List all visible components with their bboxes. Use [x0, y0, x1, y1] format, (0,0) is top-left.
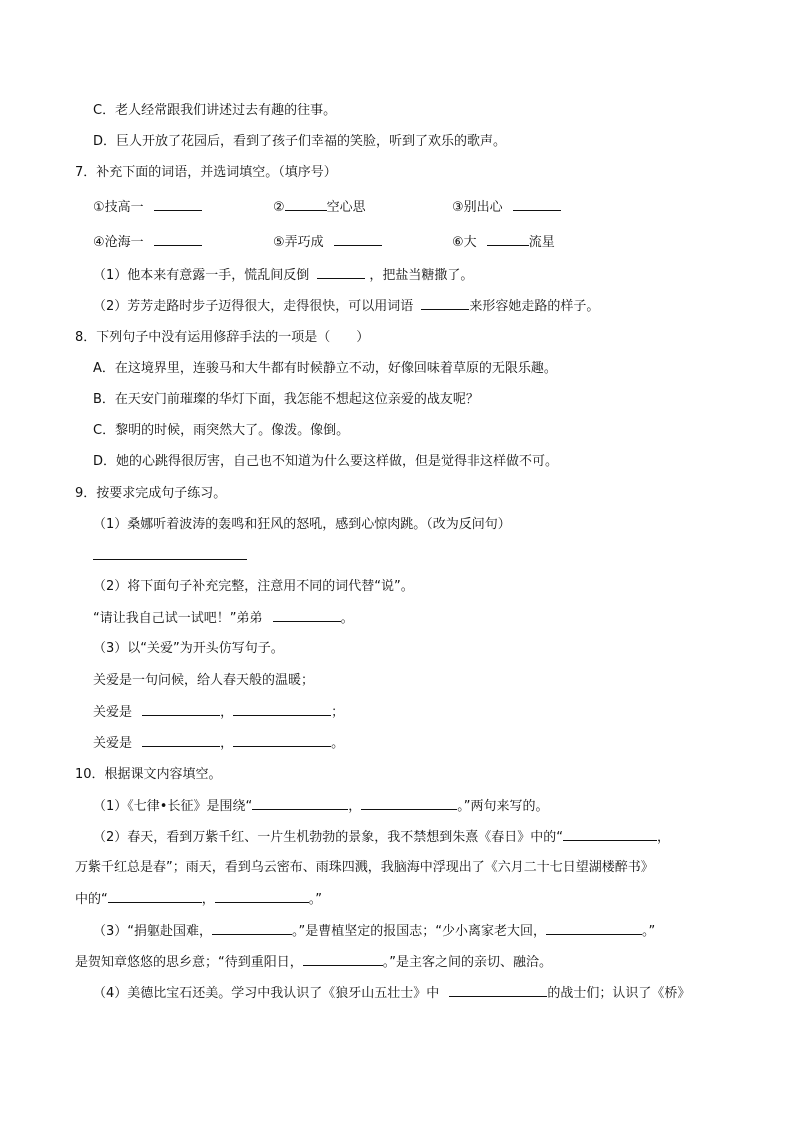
q10-sub1-text-c: 。”两句来写的。	[457, 799, 549, 814]
q9-sub2-period: 。	[340, 611, 354, 626]
vocab-1	[93, 198, 202, 217]
q10-sub3-text-d: 是贺知章悠悠的思乡意；“待到重阳日，	[75, 955, 303, 970]
q9-sub3-line2-blank2[interactable]	[233, 734, 331, 747]
q7-sub2-text-b: 来形容她走路的样子。	[469, 299, 600, 314]
vocab-2-blank[interactable]	[285, 198, 327, 211]
q10-sub2-close: 。”	[308, 892, 323, 907]
q8-title: 8．下列句子中没有运用修辞手法的一项是（ ）	[75, 330, 370, 345]
q9-sub3-line1-blank2[interactable]	[233, 703, 331, 716]
vocab-2-suffix: 空心思	[326, 200, 366, 215]
q9-sub3-line2	[93, 734, 344, 753]
q10-sub2-blank1[interactable]	[563, 828, 657, 841]
q10-sub2-blank2[interactable]	[108, 890, 202, 903]
q10-sub2-line1	[93, 828, 670, 847]
vocab-6-blank[interactable]	[487, 233, 529, 246]
q10-sub4-text-b: 的战士们；认识了《桥》	[547, 986, 691, 1001]
vocab-4-blank[interactable]	[154, 233, 202, 246]
q10-sub2-line2: 万紫千红总是春”；雨天，看到乌云密布、雨珠四溅，我脑海中浮现出了《六月二十七日望湖楼醉书》	[75, 860, 654, 875]
vocab-6-suffix: 流星	[528, 235, 555, 250]
q10-sub4-text-a: （4）美德比宝石还美。学习中我认识了《狼牙山五壮士》中	[93, 986, 440, 1001]
vocab-2	[273, 198, 366, 217]
vocab-4-text: ④沧海一	[93, 235, 144, 250]
q9-sub2-sentence	[93, 609, 354, 628]
q7-title: 7．补充下面的词语，并选词填空。（填序号）	[75, 165, 337, 180]
q9-sub3-line1-text: 关爱是	[93, 705, 133, 720]
q10-sub1	[93, 797, 548, 816]
q10-sub1-text-a: （1）《七律•长征》是围绕“	[93, 799, 253, 814]
vocab-4	[93, 233, 202, 252]
q10-sub1-blank1[interactable]	[252, 797, 348, 810]
q9-sub2: （2）将下面句子补充完整，注意用不同的词代替“说”。	[93, 579, 414, 594]
q10-sub4-blank[interactable]	[449, 984, 547, 997]
q9-sub1: （1）桑娜听着波涛的轰鸣和狂风的怒吼，感到心惊肉跳。（改为反问句）	[93, 517, 511, 532]
q9-sub3: （3）以“关爱”为开头仿写句子。	[93, 641, 284, 656]
vocab-5-blank[interactable]	[334, 233, 382, 246]
q10-sub3-blank2[interactable]	[546, 922, 642, 935]
q9-sub3-line2-blank1[interactable]	[142, 734, 220, 747]
q8-option-d: D．她的心跳得很厉害，自己也不知道为什么要这样做，但是觉得非这样做不可。	[93, 454, 559, 469]
vocab-6	[452, 233, 555, 252]
vocab-1-text: ①技高一	[93, 200, 144, 215]
q10-sub3-text-a: （3）“捐躯赴国难，	[93, 924, 213, 939]
q10-sub2-text-a: （2）春天，看到万紫千红、一片生机勃勃的景象，我不禁想到朱熹《春日》中的“	[93, 830, 564, 845]
vocab-5	[273, 233, 382, 252]
q10-sub1-comma: ，	[348, 799, 362, 814]
vocab-3-blank[interactable]	[513, 198, 561, 211]
q6-option-d: D．巨人开放了花园后，看到了孩子们幸福的笑脸，听到了欢乐的歌声。	[93, 134, 507, 149]
q10-sub3-text-e: 。”是主客之间的亲切、融洽。	[382, 955, 552, 970]
q7-sub1	[93, 266, 473, 285]
q9-sub3-line2-period: 。	[331, 736, 345, 751]
q10-sub3-blank1[interactable]	[212, 922, 292, 935]
q10-sub3-text-b: 。”是曹植坚定的报国志；“少小离家老大回，	[292, 924, 546, 939]
q7-sub1-text-a: （1）他本来有意露一手，慌乱间反倒	[93, 268, 310, 283]
q7-sub1-text-b: ，把盐当糖撒了。	[369, 268, 474, 283]
vocab-6-prefix: ⑥大	[452, 235, 477, 250]
q10-title: 10．根据课文内容填空。	[75, 767, 222, 782]
q10-sub2-blank3[interactable]	[215, 890, 309, 903]
q8-option-c: C．黎明的时候，雨突然大了。像泼。像倒。	[93, 423, 350, 438]
q7-sub1-blank[interactable]	[317, 266, 365, 279]
q7-sub2-blank[interactable]	[421, 297, 469, 310]
q10-sub2-comma2: ，	[201, 892, 215, 907]
q7-sub2	[93, 297, 599, 316]
q9-sub1-answer-line[interactable]	[93, 547, 247, 566]
vocab-1-blank[interactable]	[154, 198, 202, 211]
q10-sub4	[93, 984, 690, 1003]
q9-sub2-sentence-text: “请让我自己试一试吧！”弟弟	[93, 611, 263, 626]
vocab-3	[452, 198, 561, 217]
vocab-5-text: ⑤弄巧成	[273, 235, 324, 250]
vocab-2-prefix: ②	[273, 200, 285, 215]
q7-sub2-text-a: （2）芳芳走路时步子迈得很大，走得很快，可以用词语	[93, 299, 414, 314]
q9-sub2-blank[interactable]	[273, 609, 341, 622]
q8-option-a: A．在这境界里，连骏马和大牛都有时候静立不动，好像回味着草原的无限乐趣。	[93, 361, 557, 376]
q9-sub1-blank[interactable]	[93, 547, 247, 560]
q9-sub3-line1	[93, 703, 344, 722]
q9-sub3-line1-semicolon: ；	[331, 705, 345, 720]
q9-title: 9．按要求完成句子练习。	[75, 486, 227, 501]
q10-sub3-line1	[93, 922, 655, 941]
q9-sub3-line1-comma: ，	[220, 705, 234, 720]
q8-option-b: B．在天安门前璀璨的华灯下面，我怎能不想起这位亲爱的战友呢？	[93, 392, 479, 407]
q10-sub2-text-d: 中的“	[75, 892, 108, 907]
q10-sub1-blank2[interactable]	[361, 797, 457, 810]
q9-sub3-example: 关爱是一句问候，给人春天般的温暖；	[93, 673, 315, 688]
q10-sub3-blank3[interactable]	[303, 953, 383, 966]
q9-sub3-line2-comma: ，	[220, 736, 234, 751]
q10-sub2-comma: ，	[657, 830, 671, 845]
q10-sub3-close: 。”	[642, 924, 656, 939]
q9-sub3-line1-blank1[interactable]	[142, 703, 220, 716]
q9-sub3-line2-text: 关爱是	[93, 736, 133, 751]
q6-option-c: C．老人经常跟我们讲述过去有趣的往事。	[93, 103, 337, 118]
q10-sub2-line3	[75, 890, 322, 909]
q10-sub3-line2	[75, 953, 552, 972]
vocab-3-text: ③别出心	[452, 200, 503, 215]
